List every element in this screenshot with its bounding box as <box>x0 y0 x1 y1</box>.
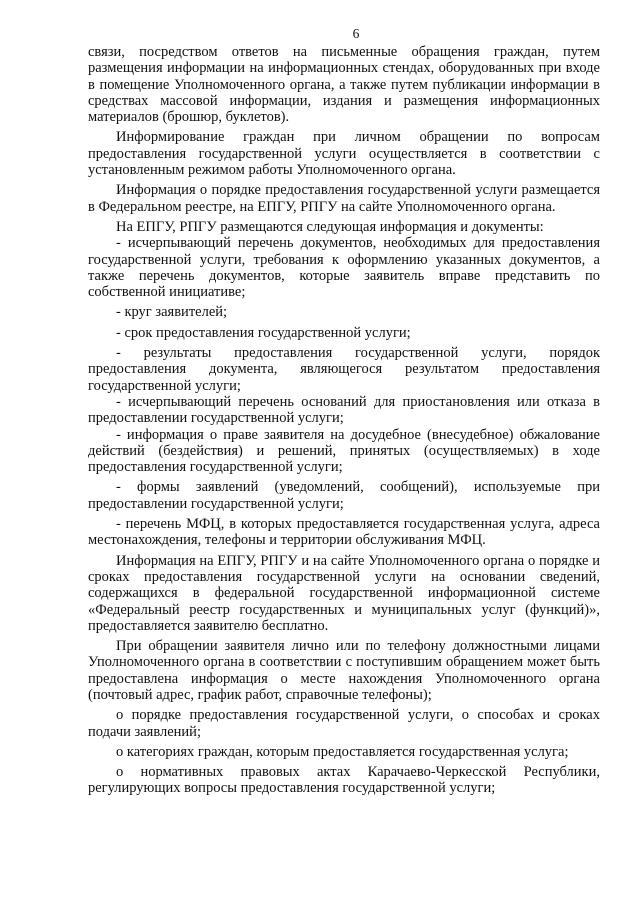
paragraph: о порядке предоставления государственной услуги, о способах и сроках подачи заявлений; <box>88 707 600 740</box>
paragraph: - исчерпывающий перечень документов, необходимых для предоставления государственной услуги, требования к оформлению указанных документов, а также перечень документов, которые заявитель вправе представить по собственной инициативе; <box>88 235 600 301</box>
paragraph: - срок предоставления государственной услуги; <box>116 324 411 341</box>
document-body <box>88 44 600 797</box>
paragraph: о нормативных правовых актах Карачаево-Черкесской Республики, регулирующих вопросы предоставления государственной услуги; <box>88 764 600 797</box>
paragraph: - формы заявлений (уведомлений, сообщений), используемые при предоставлении государственной услуги; <box>88 479 600 512</box>
paragraph: - информация о праве заявителя на досудебное (внесудебное) обжалование действий (бездействия) и решений, принятых (осуществляемых) в ходе предоставления государственной услуги; <box>88 426 600 476</box>
paragraph: - круг заявителей; <box>116 304 228 321</box>
paragraph: о категориях граждан, которым предоставляется государственная услуга; <box>116 743 569 760</box>
paragraph: Информирование граждан при личном обращении по вопросам предоставления государственной услуги осуществляется в соответствии с установленным режимом работы Уполномоченного органа. <box>88 129 600 179</box>
paragraph: На ЕПГУ, РПГУ размещаются следующая информация и документы: <box>116 218 544 235</box>
paragraph: При обращении заявителя лично или по телефону должностными лицами Уполномоченного органа в соответствии с поступившим обращением может быть предоставлена информация о месте нахождения Уполномоченного органа (почтовый адрес, график работ, справочные телефоны); <box>88 638 600 703</box>
paragraph: - исчерпывающий перечень оснований для приостановления или отказа в предоставлении государственной услуги; <box>88 393 600 427</box>
paragraph: Информация на ЕПГУ, РПГУ и на сайте Уполномоченного органа о порядке и сроках предоставления государственной услуги на основании сведений, содержащихся в федеральной государственной информационной системе «Федеральный реестр государственных и муниципальных услуг (функций)», предоставляется заявителю бесплатно. <box>88 552 600 634</box>
paragraph: связи, посредством ответов на письменные обращения граждан, путем размещения информации на информационных стендах, оборудованных при входе в помещение Уполномоченного органа, а также путем публикации информации в средствах массовой информации, издания и размещения информационных материалов (брошюр, буклетов). <box>88 44 600 126</box>
paragraph: - перечень МФЦ, в которых предоставляется государственная услуга, адреса местонахождения, телефоны и территории обслуживания МФЦ. <box>88 516 600 549</box>
paragraph: - результаты предоставления государственной услуги, порядок предоставления документа, являющегося результатом предоставления государственной услуги; <box>88 345 600 394</box>
page-number: 6 <box>352 26 360 41</box>
paragraph: Информация о порядке предоставления государственной услуги размещается в Федеральном реестре, на ЕПГУ, РПГУ на сайте Уполномоченного органа. <box>88 182 600 215</box>
